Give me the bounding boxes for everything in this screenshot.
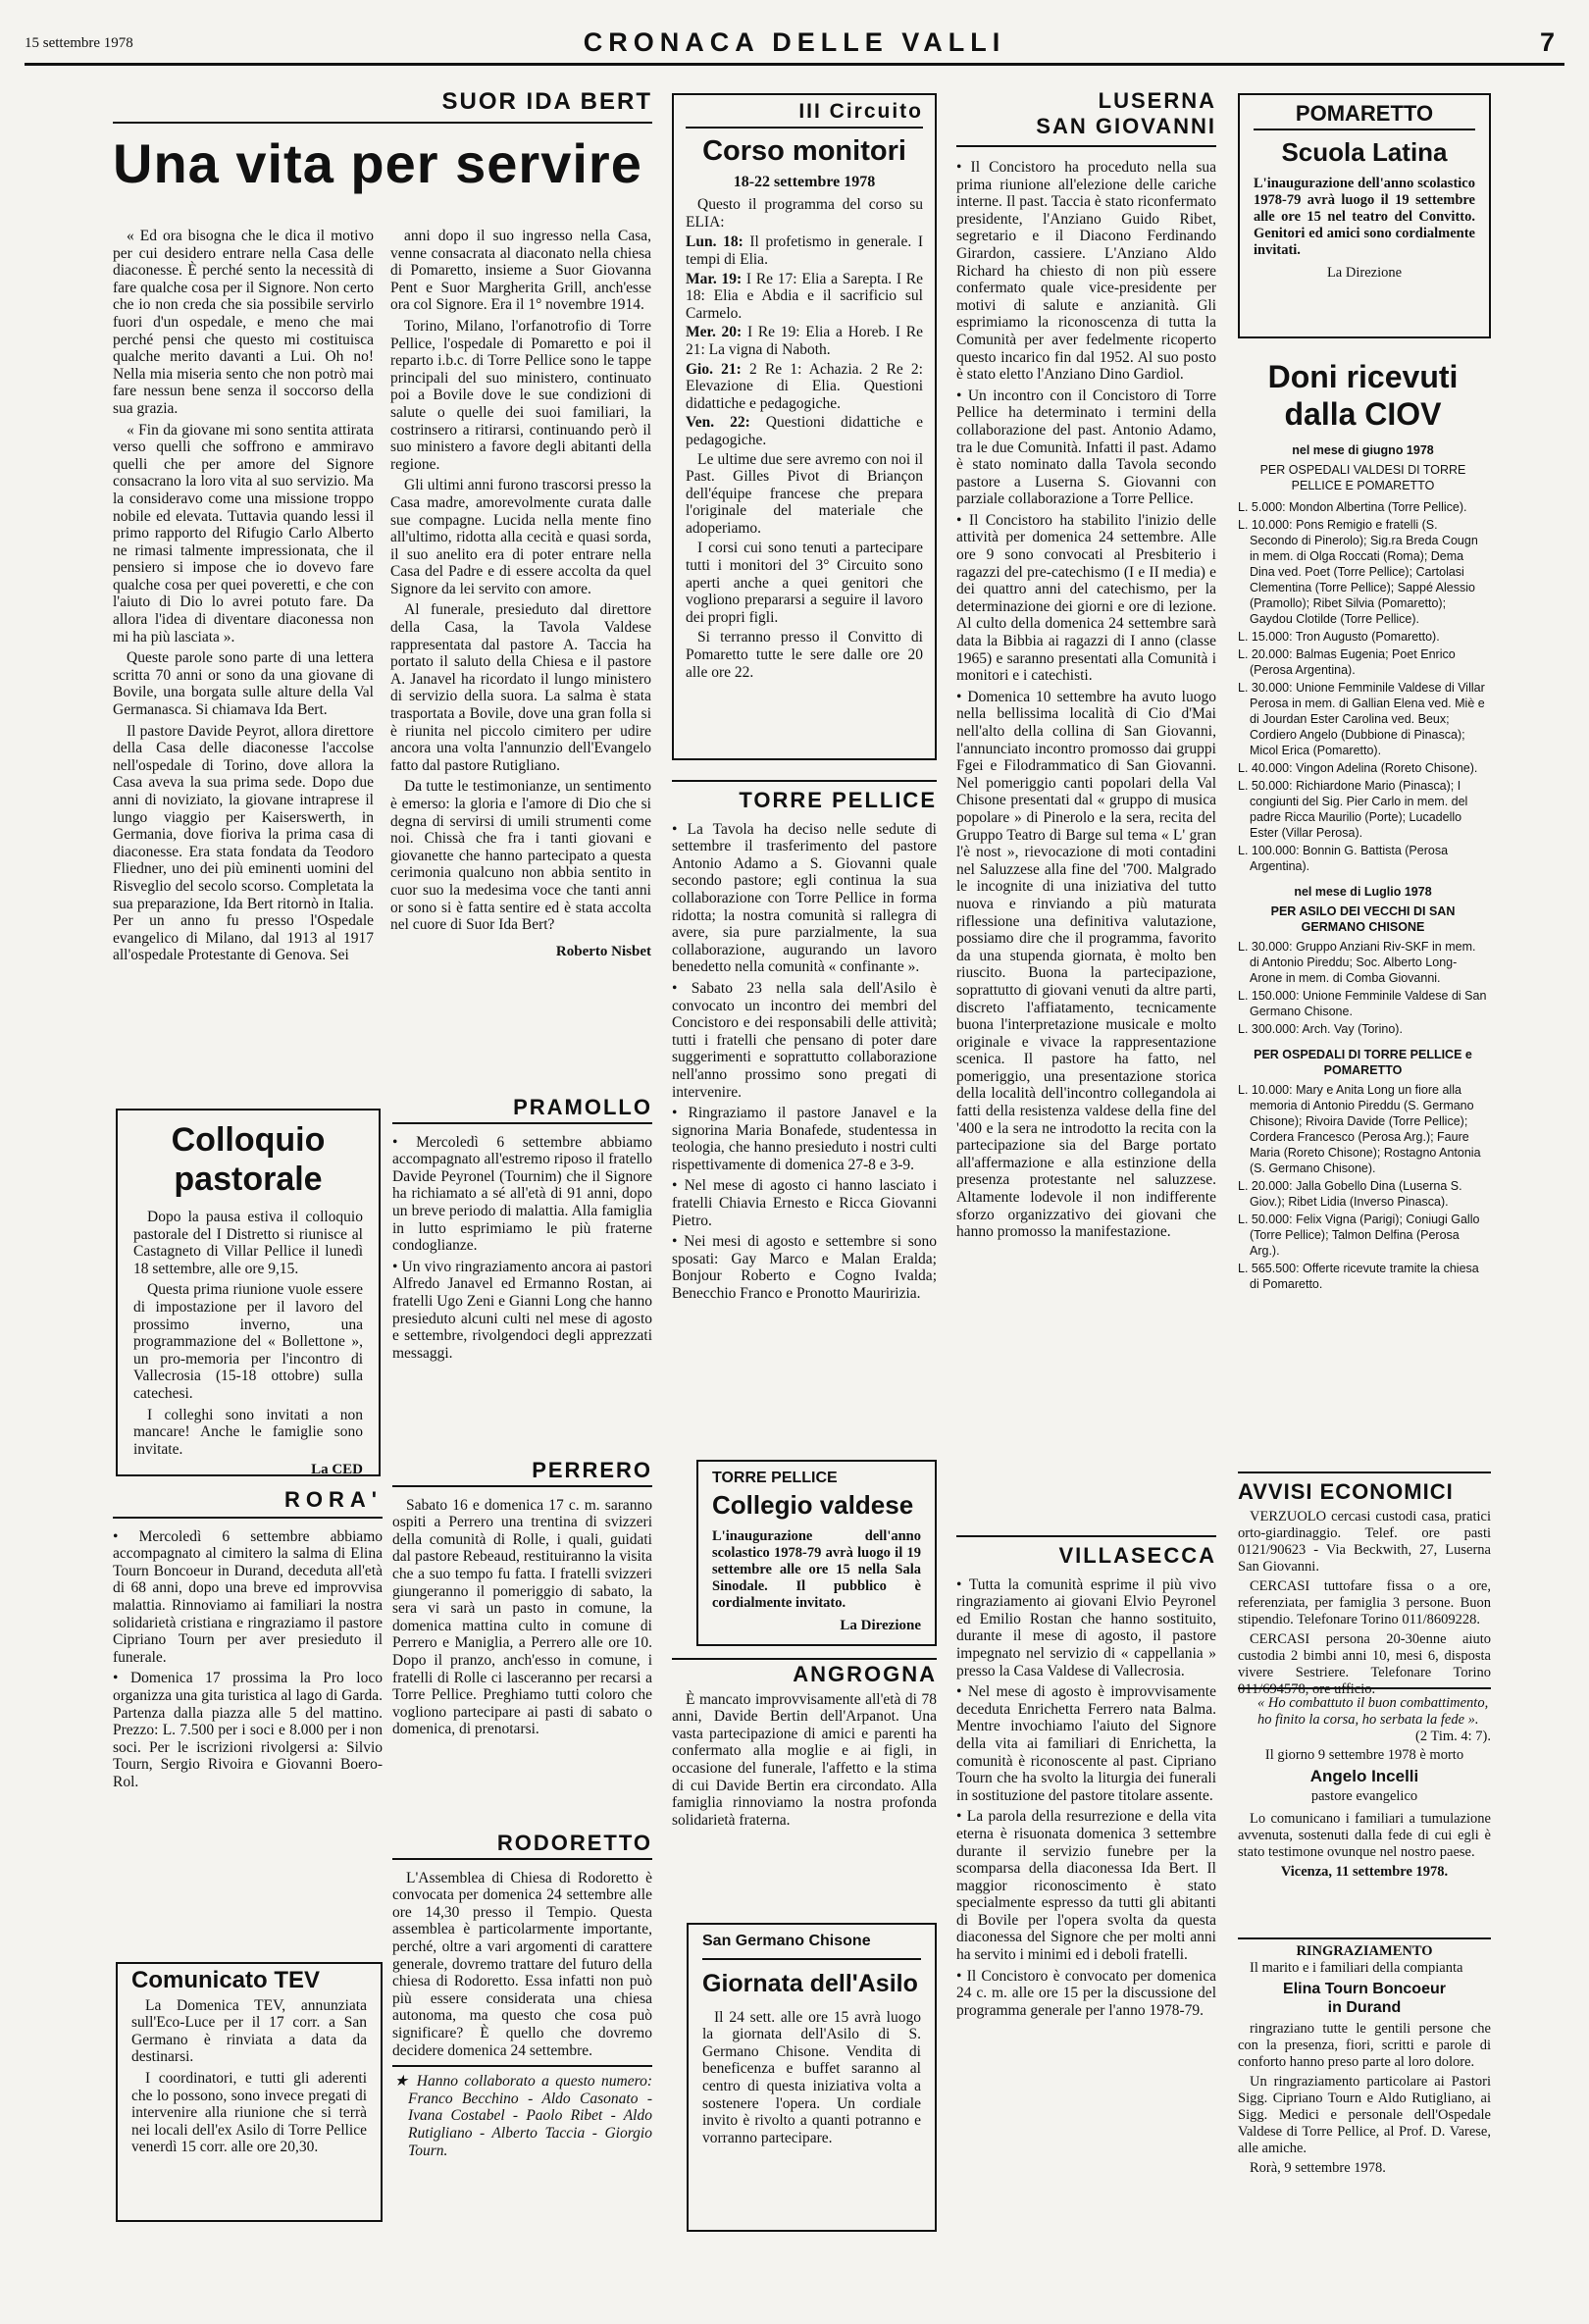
ad-item: CERCASI tuttofare fissa o a ore, referenziata, per famiglia 3 persone. Buon stipendio. Telefonare Torino 011/8609228. (1238, 1578, 1491, 1627)
ring-text: ringraziano tutte le gentili persone che con la presenza, fiori, scritti e parole di conforto hanno preso parte al loro dolore. (1238, 2021, 1491, 2070)
paragraph: Queste parole sono parte di una lettera scritta 70 anni or sono da una giovane di Bovile, una borgata sulle alture della Val Germanasca. Si chiamava Ida Bert. (113, 649, 374, 719)
ad-item: CERCASI persona 20-30enne aiuto custodia 2 bimbi anni 10, mesi 6, disposta vivere Sestriere. Telefonare Torino 011/694578, ore ufficio. (1238, 1631, 1491, 1697)
donation-item: L. 20.000: Jalla Gobello Dina (Luserna S. Giov.); Ribet Lidia (Inverso Pinasca). (1238, 1179, 1462, 1209)
paragraph: • Domenica 10 settembre ha avuto luogo nella bellissima località di Cio d'Mai nell'alto della collina di San Giovanni, l'annunciato incontro promosso dai gruppi Fgei e Filodrammatico di San Giovanni. Nel pomeriggio canti popolari della Val Chisone presentati dal « gruppo di musica popolare » di Pinerolo e la sera, recita del Gruppo Teatro di Barge sul tema « L' gran l'è nost », rievocazione di moti contadini nel Saluzzese alla fine del '700. Malgrado le incognite di una iniziativa del tutto nuova e rinviando a più maturata riflessione una definitiva valutazione, possiamo dire che il programma, favorito da una stupenda giornata, è molto ben riuscito. Buona la partecipazione, soprattutto di giovani venuti da altre parti, discreto l'affiatamento, tecnicamente buona l'interpretazione musicale e molto originale e vivace la rappresentazione scenica. Il pastore ha fatto, nel pomeriggio, una presentazione storica della località dell'incontro collegandola ai fatti della resistenza valdese della fine del '400 e la sera ne introdotto la recita con la partecipazione sia del Barge portato all'affermazione e alla estinzione della presenza protestante nel saluzzese. Altamente lodevole il non indifferente sforzo organizzativo dei giovani che hanno promosso la manifestazione. (956, 689, 1216, 1241)
necro-text: Lo comunicano i familiari a tumulazione avvenuta, sostenuti dalla fede di cui egli è stato testimone ovunque nel nostro paese. (1238, 1811, 1491, 1860)
necro-quote: « Ho combattuto il buon combattimento, ho finito la corsa, ho serbata la fede ». (1257, 1695, 1489, 1728)
collegio-text: L'inaugurazione dell'anno scolastico 1978-79 avrà luogo il 19 settembre alle ore 15 nella Sala Sinodale. Il pubblico è cordialmente invitato. (712, 1527, 921, 1611)
rora-section (113, 1487, 383, 1795)
necro-intro: Il giorno 9 settembre 1978 è morto (1264, 1747, 1464, 1763)
section-title: TORRE PELLICE (739, 788, 937, 812)
paragraph: • Un vivo ringraziamento ancora ai pastori Alfredo Janavel ed Ermanno Rostan, ai fratelli Ugo Zeni e Gianni Long che hanno presieduto alcuni culti nel mese di agosto e settembre, rivolgendoci degli apprezzati messaggi. (392, 1259, 652, 1363)
asilo-text: Il 24 sett. alle ore 15 avrà luogo la giornata dell'Asilo di S. Germano Chisone. Vendita di beneficenza e buffet saranno al centro di questa iniziativa volta a sostenere l'opera. Un cordiale invito è rivolto a quanti potranno e vorranno partecipare. (702, 2008, 921, 2146)
paragraph: Si terranno presso il Convitto di Pomaretto tutte le sere dalle ore 20 alle ore 22. (686, 629, 923, 681)
donation-item: L. 40.000: Vingon Adelina (Roreto Chisone). (1238, 761, 1478, 775)
donation-item: L. 20.000: Balmas Eugenia; Poet Enrico (Perosa Argentina). (1238, 647, 1456, 677)
paragraph: Questa prima riunione vuole essere di impostazione per il lavoro del prossimo inverno, una programmazione del « Bollettone », un pro-memoria per l'incontro di Vallecrosia (15-18 ottobre) sulla catechesi. (133, 1281, 363, 1402)
pomaretto-text: L'inaugurazione dell'anno scolastico 1978-79 avrà luogo il 19 settembre alle ore 15 nel teatro del Convitto. Genitori ed amici sono cordialmente invitati. (1254, 175, 1475, 258)
colloquio-box (116, 1109, 381, 1476)
pramollo-section (392, 1095, 652, 1366)
masthead-date: 15 settembre 1978 (25, 35, 133, 51)
program-item: Lun. 18: Il profetismo in generale. I tempi di Elia. (686, 233, 924, 268)
donation-item: L. 50.000: Richiardone Mario (Pinasca); I congiunti del Sig. Pier Carlo in mem. del padre Ricca Maurilio (Porte); Lucadello Ester (Villar Perosa). (1238, 779, 1468, 840)
pomaretto-signature: La Direzione (1326, 264, 1403, 281)
ring-place: Rorà, 9 settembre 1978. (1250, 2160, 1386, 2176)
donation-item: L. 10.000: Mary e Anita Long un fiore alla memoria di Antonio Pireddu (S. Germano Chisone); Rivoira Davide (Torre Pellice); Cordera Francesco (Perosa Arg.); Faure Maria (Roreto Chisone); Rostagno Antonia (S. Germano Chisone). (1238, 1083, 1481, 1175)
program-item: Gio. 21: 2 Re 1: Achazia. 2 Re 2: Elevazione di Elia. Questioni didattiche e pedagogiche. (686, 360, 923, 412)
program-item: Mar. 19: I Re 17: Elia a Sarepta. I Re 18: Elia e Abdia e il sacrificio sul Carmelo. (686, 270, 923, 322)
section-title: PRAMOLLO (513, 1095, 652, 1119)
masthead (25, 27, 1564, 66)
paragraph: « Fin da giovane mi sono sentita attirata verso quelli che soffrono e ammiravo quelli che per amore del Signore consacrano la loro vita al suo servizio. Ma la consideravo come una missione troppo nobile ed elevata. Tuttavia quando lessi il primo rapporto del Rifugio Carlo Alberto ne rimasi talmente impressionata, che il pensiero si impose che io dovevo fare qualche cosa per quei poveretti, e che con l'aiuto di Dio lo avrei potuto fare. Da allora l'idea di diventare diaconessa non mi ha più lasciata ». (113, 421, 374, 646)
paragraph: Torino, Milano, l'orfanotrofio di Torre Pellice, l'ospedale di Pomaretto e poi il reparto i.b.c. di Torre Pellice sono le tappe principali del suo ministero, continuato poi a Bovile dove le sue condizioni di salute o quelle dei suoi familiari, la costrinsero a ritirarsi, continuando però il suo ministero a favore degli abitanti della regione. (390, 317, 651, 473)
circuito-program (686, 233, 923, 448)
paragraph: • Il Concistoro è convocato per domenica 24 c. m. alle ore 15 per la discussione del programma generale per l'anno 1978-79. (956, 1968, 1216, 2020)
article-col-1 (113, 228, 374, 968)
doni-month: nel mese di Luglio 1978 (1294, 885, 1432, 899)
doni-subtitle: PER ASILO DEI VECCHI DI SAN GERMANO CHISONE (1270, 904, 1456, 934)
article-kicker: SUOR IDA BERT (441, 88, 652, 115)
paragraph: • Il Concistoro ha stabilito l'inizio delle attività per domenica 24 settembre. Alle ore 9 sono convocati al Presbiterio i ragazzi del pre-catechismo (I e II media) e dei quattro anni del catechismo, per la determinazione dei giorni e ore di lezione. Al culto della domenica 24 settembre sarà data la Bibbia ai ragazzi di I anno (classe 1965) e saranno presentati alla Comunità i monitori e i catechisti. (956, 512, 1216, 685)
necro-role: pastore evangelico (1310, 1788, 1418, 1804)
tev-box (116, 1962, 383, 2222)
paragraph: • Un incontro con il Concistoro di Torre Pellice ha determinato i termini della collaborazione del past. Antonio Adamo, tra le due Comunità. Infatti il past. Adamo è stato nominato dalla Tavola secondo pastore a Luserna S. Giovanni con parziale collaborazione a Torre Pellice. (956, 387, 1216, 508)
collegio-kicker: TORRE PELLICE (712, 1470, 838, 1486)
paragraph: È mancato improvvisamente all'età di 78 anni, Davide Bertin dell'Arpanot. Una vasta partecipazione di amici e parenti ha confermato alla moglie e ai figli, in occasione del funerale, l'affetto e la stima di cui Davide Bertin era circondato. Alla famiglia rinnoviamo la nostra profonda solidarietà fraterna. (672, 1690, 937, 1829)
paragraph: • Nei mesi di agosto e settembre si sono sposati: Gay Marco e Malan Eralda; Bonjour Roberto e Cogno Ivalda; Benecchio Franco e Pronotto Mauririzia. (672, 1233, 937, 1302)
paragraph: • Mercoledì 6 settembre abbiamo accompagnato all'estremo riposo il fratello Davide Peyronel (Tournim) che il Signore ha richiamato a sé all'età di 91 anni, dopo un breve periodo di malattia. Alla famiglia in lutto esprimiamo le più fraterne condoglianze. (392, 1134, 652, 1255)
necro-ref: (2 Tim. 4: 7). (1415, 1729, 1491, 1744)
ring-intro: Il marito e i familiari della compianta (1250, 1960, 1463, 1976)
ring-name: Elina Tourn Boncoeur in Durand (1283, 1981, 1446, 2016)
collegio-signature: La Direzione (840, 1617, 921, 1633)
doni-month: nel mese di giugno 1978 (1292, 443, 1434, 457)
circuito-title: III Circuito (798, 100, 923, 123)
section-title: AVVISI ECONOMICI (1238, 1479, 1454, 1504)
paragraph: Dopo la pausa estiva il colloquio pastorale del I Distretto si riunisce al Castagneto di Villar Pellice il lunedì 18 settembre, alle ore 9,15. (133, 1209, 363, 1277)
paragraph: • Sabato 23 nella sala dell'Asilo è convocato un incontro dei membri del Concistoro e dei responsabili delle attività; tutti i fratelli che pensano di poter dare suggerimenti e soprattutto collaborazione nell'anno prossimo sono pregati di intervenire. (672, 980, 937, 1101)
star-icon: ★ (394, 2073, 411, 2091)
colloquio-headline: Colloquio pastorale (171, 1121, 326, 1198)
paragraph: I corsi cui sono tenuti a partecipare tutti i monitori del 3° Circuito sono aperti anche a quei genitori che vogliono prepararsi a seguire il lavoro dei propri figli. (686, 540, 923, 626)
collegio-box (696, 1460, 937, 1646)
necro-place: Vicenza, 11 settembre 1978. (1280, 1864, 1449, 1880)
avvisi-section (1238, 1472, 1491, 1701)
paragraph: • Il Concistoro ha proceduto nella sua prima riunione all'elezione delle cariche interne. Il past. Taccia è stato riconfermato presidente, l'Anziano Guido Ribet, segretario e il Diacono Ferdinando Girardon, cassiere. L'Anziano Aldo Richard ha chiesto di non più essere confermato quale vice-presidente per motivi di salute e anzianità. Gli esprimiamo la riconoscenza di tutta la Comunità per aver fedelmente ricoperto questo incarico fin dal 1952. Al suo posto è stato eletto l'Anziano Dino Gardiol. (956, 159, 1216, 384)
doni-section (1238, 358, 1488, 1294)
collegio-headline: Collegio valdese (712, 1489, 914, 1520)
paragraph: • La Tavola ha deciso nelle sedute di settembre il trasferimento del pastore Antonio Adamo a S. Giovanni quale secondo pastore; egli continua la sua collaborazione con Torre Pellice in forma ridotta; la nostra comunità si rallegra di avere, sia pure parzialmente, la sua collaborazione, augurando un lavoro benedetto nella comunità « confinante ». (672, 821, 937, 976)
circuito-dates: 18-22 settembre 1978 (733, 173, 876, 190)
paragraph: I coordinatori, e tutti gli aderenti che lo possono, sono invece pregati di intervenire alla riunione che si terrà nei locali dell'ex Asilo di Torre Pellice venerdì 15 corr. alle ore 20,30. (131, 2069, 367, 2156)
luserna-section (956, 88, 1216, 1245)
ring-title: RINGRAZIAMENTO (1296, 1943, 1433, 1959)
villasecca-section (956, 1535, 1216, 2023)
asilo-kicker: San Germano Chisone (702, 1933, 871, 1949)
doni-subtitle: PER OSPEDALI DI TORRE PELLICE e POMARETTO (1254, 1048, 1472, 1077)
article-signature: Roberto Nisbet (555, 943, 651, 959)
paragraph: anni dopo il suo ingresso nella Casa, venne consacrata al diaconato nella chiesa di Pomaretto, insieme a Suor Giovanna Pent e Suor Margherita Grill, anch'esse ora col Signore. Era il 1° novembre 1914. (390, 228, 651, 314)
paragraph: • Ringraziamo il pastore Janavel e la signorina Maria Bonafede, studentessa in teologia, che hanno presieduto i nostri culti rispettivamente di domenica 27-8 e 3-9. (672, 1105, 937, 1173)
donation-item: L. 565.500: Offerte ricevute tramite la chiesa di Pomaretto. (1238, 1262, 1479, 1291)
pomaretto-headline: Scuola Latina (1281, 136, 1448, 167)
perrero-section (392, 1458, 652, 1742)
necro-name: Angelo Incelli (1309, 1767, 1419, 1785)
rodoretto-section (392, 1831, 653, 2159)
doni-subtitle: PER OSPEDALI VALDESI DI TORRE PELLICE E POMARETTO (1259, 463, 1466, 492)
paragraph: Gli ultimi anni furono trascorsi presso la Casa madre, amorevolmente curata dalle sue compagne. Lucida nella mente fino all'ultimo, ridotta alla cecità e quasi sorda, il suo anelito era di poter entrare nella Casa del Padre e di essere accolta da quel Signore da lei servito con amore. (390, 477, 651, 597)
section-title: LUSERNA SAN GIOVANNI (1036, 88, 1216, 138)
section-title: RODORETTO (496, 1831, 652, 1855)
donation-item: L. 30.000: Unione Femminile Valdese di Villar Perosa in mem. di Gallian Elena ved. Miè e di Jourdan Ester Carolina ved. Beux; Cordiero Angelo (Dubbione di Pinasca); Micol Erica (Pomaretto). (1238, 681, 1485, 757)
paragraph: Al funerale, presieduto dal direttore della Casa, la Tavola Valdese rappresentata dal pastore A. Taccia ha portato il saluto della Chiesa e il pastore A. Janavel ha ricordato il lungo ministero di servizio della suora. La salma è stata trasportata a Bovile, dove una gran folla si è riunita nel piccolo cimitero per udire ancora una volta l'annunzio dell'Evangelo fatto dal pastore Rutigliano. (390, 601, 651, 774)
paragraph: Il pastore Davide Peyrot, allora direttore della Casa delle diaconesse l'accolse nell'ospedale di Torino, dove allora la Casa aveva la sua prima sede. Dopo due anni di noviziato, la giovane intraprese il lungo viaggio per Kaiserswerth, in Germania, dove fioriva la prima casa di diaconesse. Era stata fondata da Teodoro Fliedner, uno dei più eminenti uomini del Risveglio del secolo scorso. Completata la sua preparazione, Ida Bert ritornò in Italia. Per un anno fu presso l'Ospedale evangelico di Milano, dal 1913 al 1917 all'ospedale Protestante di Genova. Sei (113, 722, 374, 964)
donation-item: L. 15.000: Tron Augusto (Pomaretto). (1238, 630, 1440, 644)
program-item: Mer. 20: I Re 19: Elia a Horeb. I Re 21: La vigna di Naboth. (686, 324, 923, 358)
section-title: ANGROGNA (793, 1662, 937, 1686)
program-item: Ven. 22: Questioni didattiche e pedagogiche. (686, 414, 924, 448)
paragraph: L'Assemblea di Chiesa di Rodoretto è convocata per domenica 24 settembre alle ore 14,30 presso il Tempio. Questa assemblea è particolarmente importante, perché, oltre a vari argomenti di carattere generale, dovremo trattare del futuro della chiesa di Rodoretto. Essa infatti non può più essere considerata una chiesa autonoma, ma questo che cosa può significare? È quello che dovremo decidere domenica 24 settembre. (392, 1869, 652, 2059)
section-title: PERRERO (532, 1458, 652, 1482)
paragraph: Da tutte le testimonianze, un sentimento è emerso: la gloria e l'amore di Dio che si degna di servirsi di umili strumenti come noi. Chissà che fra i tanti giovani e giovanette che hanno partecipato a questa cerimonia qualcuno non abbia sentito in cuor suo la medesima voce che tanti anni or sono si è fatta sentire ed è stata accolta nel cuore di Suor Ida Bert? (390, 778, 651, 934)
circuito-box (672, 93, 937, 760)
paragraph: La Domenica TEV, annunziata sull'Eco-Luce per il 17 corr. a San Germano è rinviata a data da destinarsi. (131, 1996, 367, 2066)
paragraph: • Nel mese di agosto è improvvisamente deceduta Enrichetta Ferrero nata Balma. Mentre invochiamo l'aiuto del Signore della vita ai familiari di Enrichetta, la comunità è riconoscente al past. Cipriano Tourn che ha svolto la liturgia dei funerali in sostituzione del pastore titolare assente. (956, 1683, 1216, 1804)
angrogna-section (672, 1658, 937, 1833)
paragraph: I colleghi sono invitati a non mancare! Anche le famiglie sono invitate. (133, 1406, 363, 1458)
paragraph: • Nel mese di agosto ci hanno lasciato i fratelli Chiavia Ernesto e Ricca Giovanni Pietro. (672, 1177, 937, 1229)
paragraph: « Ed ora bisogna che le dica il motivo per cui desidero entrare nella Casa delle diaconesse. È perché sento la necessità di fare qualche cosa per il Signore. Non certo che io non creda che sia possibile servirlo fuori d'un ospedale, e meno che mai perché pensi che questo mi costituisca qualche merito davanti a Lui. Oh no! Nella mia miseria sento che non potrò mai fare nessun bene senza il soccorso della sua grazia. (113, 228, 374, 417)
paragraph: • La parola della resurrezione e della vita eterna è risuonata domenica 3 settembre durante il servizio funebre per la scomparsa della diaconessa Ida Bert. Il maggior riconoscimento è stato specialmente espresso da tutti gli abitanti di Bovile per l'opera svolta da questa diaconessa del Signore che per molti anni ha servito i minimi ed i deboli fratelli. (956, 1808, 1216, 1963)
paragraph: • Tutta la comunità esprime il più vivo ringraziamento ai giovani Elvio Peyronel ed Emilio Rostan che hanno sostituito, durante il mese di agosto, il pastore impegnato nel servizio di « cappellania » presso la Casa Valdese di Vallecrosia. (956, 1576, 1216, 1680)
section-title: RORA' (283, 1487, 383, 1512)
ring-text: Un ringraziamento particolare ai Pastori Sigg. Cipriano Tourn e Aldo Rutigliano, ai Sigg. Medici e personale dell'Ospedale Valdese di Torre Pellice, al Prof. D. Varese, alle amiche. (1238, 2074, 1491, 2156)
paragraph: • Domenica 17 prossima la Pro loco organizza una gita turistica al lago di Garda. Partenza dalla piazza alle 5 del mattino. Prezzo: L. 7.500 per i soci e 8.000 per i non soci. Per le iscrizioni rivolgersi a: Silvio Tourn, Sergio Rivoira e Giovanni Boero-Rol. (113, 1670, 383, 1790)
donation-item: L. 5.000: Mondon Albertina (Torre Pellice). (1238, 500, 1467, 514)
donation-item: L. 150.000: Unione Femminile Valdese di San Germano Chisone. (1238, 989, 1487, 1018)
circuito-headline: Corso monitori (702, 134, 906, 167)
donation-item: L. 30.000: Gruppo Anziani Riv-SKF in mem. di Antonio Pireddu; Soc. Alberto Long-Arone in mem. di Comba Giovanni. (1238, 940, 1476, 985)
donation-item: L. 10.000: Pons Remigio e fratelli (S. Secondo di Pinerolo); Sig.ra Breda Cougn in mem. di Olga Roccati (Roma); Dema Dina ved. Poet (Torre Pellice); Cartolasi Clementina (Torre Pellice); Sappé Alessio (Pramollo); Ribet Silvia (Pomaretto); Gaydou Clotilde (Torre Pellice). (1238, 518, 1478, 626)
article-col-2 (390, 228, 651, 960)
paragraph: • Mercoledì 6 settembre abbiamo accompagnato al cimitero la salma di Elina Tourn Boncoeur in Durand, deceduta all'età di 68 anni, dopo una breve ed improvvisa malattia. Rinnoviamo ai familiari la nostra solidarietà cristiana e ringraziamo il pastore Cipriano Tourn per aver presieduto il funerale. (113, 1528, 383, 1667)
paragraph: Sabato 16 e domenica 17 c. m. saranno ospiti a Perrero una trentina di svizzeri della comunità di Rolle, i quali, guidati dal pastore Rebeaud, restituiranno la visita che a suo tempo fu fatta. I fratelli svizzeri giungeranno il pomeriggio di sabato, la sera vi sarà un pasto in comune, la domenica mattina culto in comune di Perrero e Maniglia, a Perrero alle ore 10. Dopo il pranzo, anch'esso in comune, i fratelli di Rolle ci lasceranno per recarsi a Torre Pellice. Preghiamo tutti coloro che vogliono partecipare ai pasti di sabato o domenica, di prenotarsi. (392, 1496, 652, 1738)
donation-item: L. 100.000: Bonnin G. Battista (Perosa Argentina). (1238, 844, 1449, 873)
masthead-name: CRONACA DELLE VALLI (583, 27, 1006, 57)
donation-item: L. 50.000: Felix Vigna (Parigi); Coniugi Gallo (Torre Pellice); Talmon Delfina (Perosa Arg.). (1238, 1213, 1480, 1258)
ringraziamento-section (1238, 1937, 1491, 2177)
necrologio-section (1238, 1687, 1491, 1881)
circuito-intro: Questo il programma del corso su ELIA: (686, 196, 923, 231)
collab-note: ★ Hanno collaborato a questo numero: Franco Becchino - Aldo Casonato - Ivana Costabel - Paolo Ribet - Aldo Rutigliano - Alberto Taccia - Giorgio Tourn. (394, 2073, 653, 2159)
paragraph: Le ultime due sere avremo con noi il Past. Gilles Pivot di Briançon dell'équipe francese che prepara l'originale del materiale che adoperiamo. (686, 450, 923, 537)
page-number: 7 (1539, 27, 1555, 57)
section-title: VILLASECCA (1058, 1543, 1216, 1568)
asilo-box (687, 1923, 937, 2232)
pomaretto-title: POMARETTO (1295, 101, 1434, 126)
tev-title: Comunicato TEV (131, 1967, 321, 1993)
torre-pellice-section (672, 780, 937, 1307)
article-main (113, 88, 652, 194)
ad-item: VERZUOLO cercasi custodi casa, pratici orto-giardinaggio. Telef. ore pasti 0121/90623 - Via Beckwith, 27, Luserna San Giovanni. (1238, 1509, 1491, 1575)
doni-title: Doni ricevuti dalla CIOV (1267, 359, 1459, 432)
colloquio-signature: La CED (311, 1462, 363, 1478)
pomaretto-box (1238, 93, 1491, 338)
article-title: Una vita per servire (113, 132, 642, 194)
donation-item: L. 300.000: Arch. Vay (Torino). (1238, 1022, 1403, 1036)
asilo-headline: Giornata dell'Asilo (702, 1969, 918, 1997)
